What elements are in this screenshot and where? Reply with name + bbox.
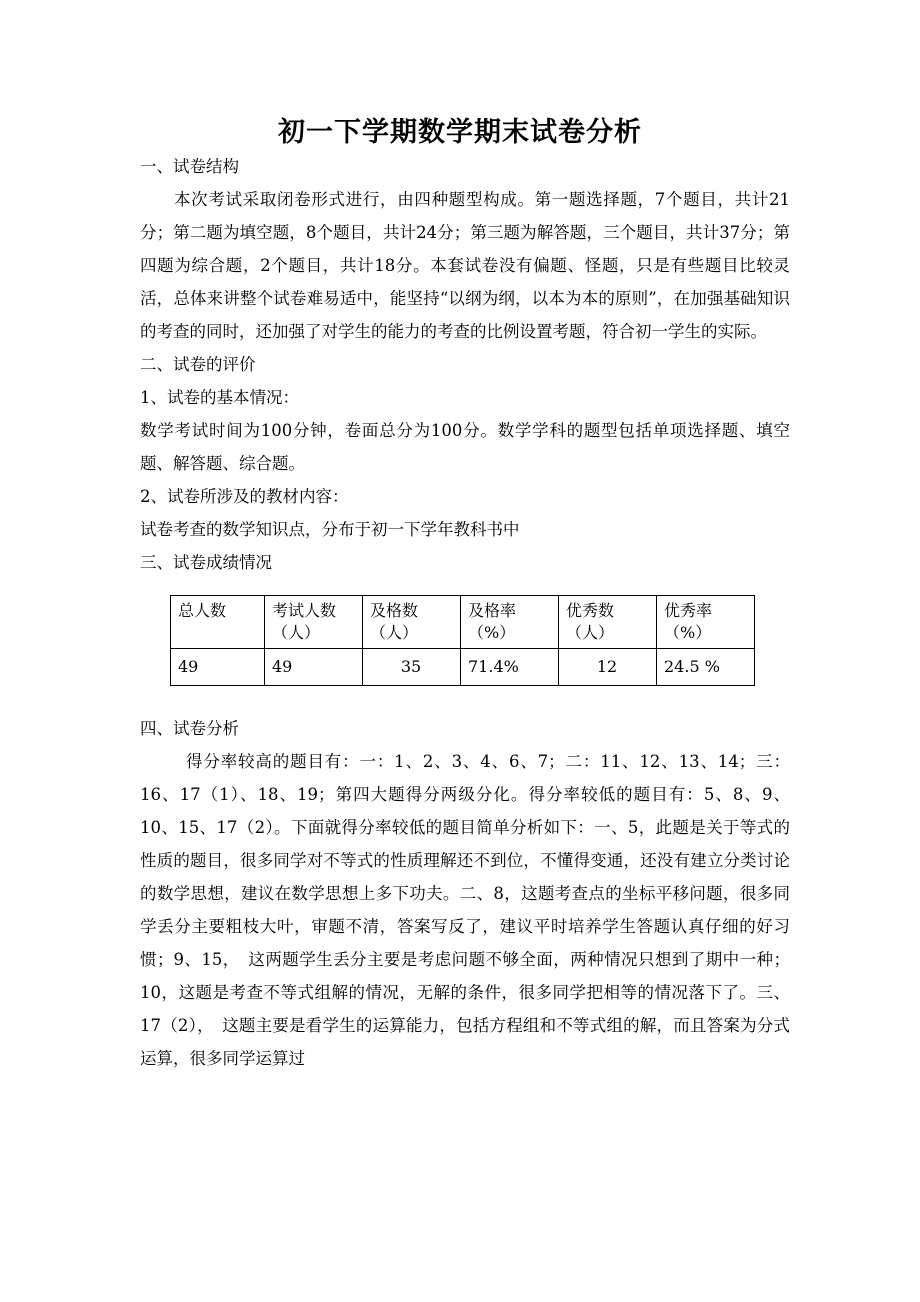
table-cell: 71.4%	[461, 649, 559, 686]
spacer	[140, 686, 790, 712]
document-body	[140, 150, 790, 1075]
subheading-textbook-content: 2、试卷所涉及的教材内容：	[140, 487, 349, 506]
table-header-cell	[657, 596, 755, 649]
paragraph-basic-info: 数学考试时间为100分钟，卷面总分为100分。数学学科的题型包括单项选择题、填空题、解答题、综合题。	[140, 421, 790, 473]
table-cell: 24.5 %	[657, 649, 755, 686]
header-label: 总人数	[178, 601, 227, 620]
header-label: 优秀数	[566, 601, 615, 620]
table-header-cell	[265, 596, 363, 649]
table-header-cell	[461, 596, 559, 649]
subheading-basic-info: 1、试卷的基本情况：	[140, 388, 299, 407]
page-title: 初一下学期数学期末试卷分析	[278, 117, 642, 148]
table-cell: 49	[171, 649, 265, 686]
spacer	[140, 579, 790, 595]
header-unit: （%）	[664, 623, 712, 642]
table-header-cell	[559, 596, 657, 649]
header-unit: （人）	[370, 623, 419, 642]
header-unit: （人）	[272, 623, 321, 642]
table-header-row	[171, 596, 755, 649]
paragraph-structure: 本次考试采取闭卷形式进行，由四种题型构成。第一题选择题，7个题目，共计21分；第二题为填空题，8个题目，共计24分；第三题为解答题，三个题目，共计37分；第四题为综合题，2个题目，共计18分。本套试卷没有偏题、怪题，只是有些题目比较灵活，总体来讲整个试卷难易适中，能坚持“以纲为纲，以本为本的原则”，在加强基础知识的考查的同时，还加强了对学生的能力的考查的比例设置考题，符合初一学生的实际。	[140, 190, 790, 341]
score-table	[170, 595, 755, 686]
header-label: 及格率	[468, 601, 517, 620]
table-row	[171, 649, 755, 686]
section-heading-scores: 三、试卷成绩情况	[140, 553, 272, 572]
table-cell: 35	[363, 649, 461, 686]
table-header-cell	[171, 596, 265, 649]
table-header-cell	[363, 596, 461, 649]
section-heading-analysis: 四、试卷分析	[140, 719, 239, 738]
header-unit: （%）	[468, 623, 516, 642]
header-label: 优秀率	[664, 601, 713, 620]
section-heading-evaluation: 二、试卷的评价	[140, 355, 256, 374]
paragraph-textbook-content: 试卷考查的数学知识点，分布于初一下学年教科书中	[140, 520, 520, 539]
header-label: 考试人数	[272, 601, 337, 620]
header-unit: （人）	[566, 623, 615, 642]
table-cell: 49	[265, 649, 363, 686]
section-heading-structure: 一、试卷结构	[140, 157, 239, 176]
header-label: 及格数	[370, 601, 419, 620]
table-cell: 12	[559, 649, 657, 686]
paragraph-analysis: 得分率较高的题目有：一：1、2、3、4、6、7；二：11、12、13、14；三：16、17（1）、18、19；第四大题得分两级分化。得分率较低的题目有：5、8、9、10、15、17（2）。下面就得分率较低的题目简单分析如下：一、5，此题是关于等式的性质的题目，很多同学对不等式的性质理解还不到位，不懂得变通，还没有建立分类讨论的数学思想，建议在数学思想上多下功夫。二、8，这题考查点的坐标平移问题，很多同学丢分主要粗枝大叶，审题不清，答案写反了，建议平时培养学生答题认真仔细的好习惯；9、15， 这两题学生丢分主要是考虑问题不够全面，两种情况只想到了期中一种；10，这题是考查不等式组解的情况，无解的条件，很多同学把相等的情况落下了。三、17（2）， 这题主要是看学生的运算能力，包括方程组和不等式组的解，而且答案为分式运算，很多同学运算过	[140, 752, 790, 1068]
